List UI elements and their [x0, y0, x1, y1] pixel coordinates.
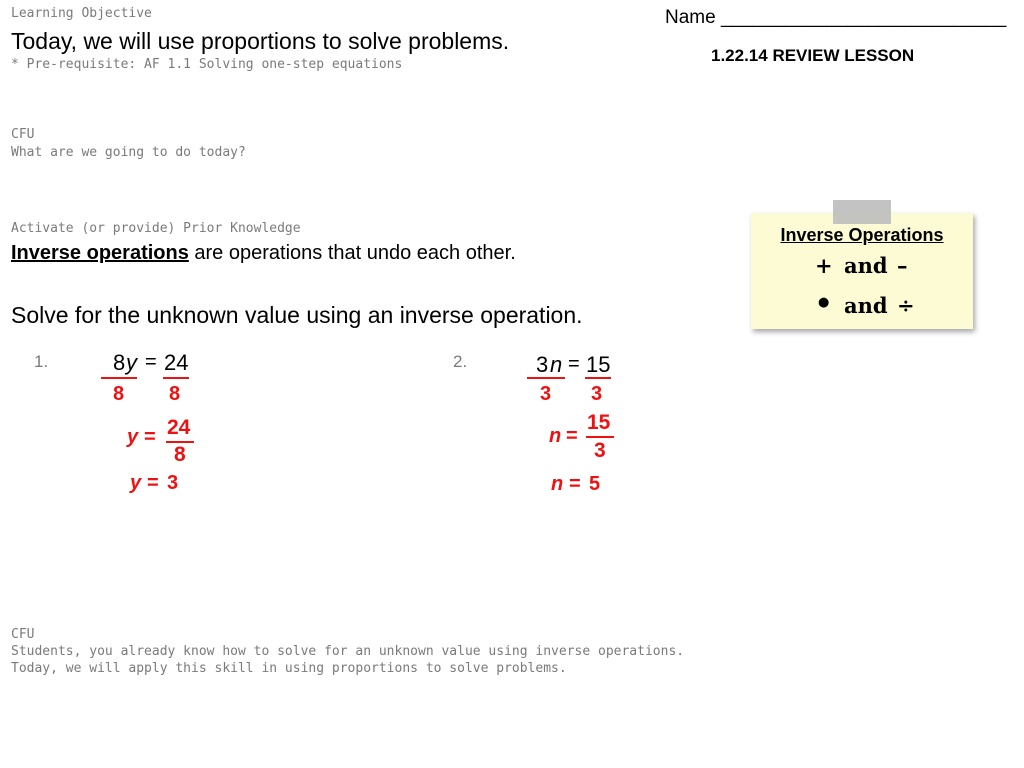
divide-symbol: ÷	[897, 293, 915, 318]
p1-step-equals: =	[144, 426, 156, 448]
p2-divisor-right: 3	[591, 383, 603, 405]
p1-variable: y	[126, 350, 137, 375]
objective-text: Today, we will use proportions to solve problems.	[11, 28, 510, 54]
p2-fraction-bar-right	[585, 377, 611, 379]
p1-fraction-bar-left	[101, 377, 137, 379]
definition-text: are operations that undo each other.	[188, 242, 516, 264]
cfu-line-2: Today, we will apply this skill in using proportions to solve problems.	[11, 661, 567, 676]
and-text: and	[844, 293, 888, 318]
p1-answer-value: 3	[167, 472, 179, 494]
cfu-label: CFU	[11, 627, 35, 642]
inverse-operations-definition	[11, 242, 516, 265]
p2-step-numerator: 15	[587, 411, 611, 434]
p1-step-variable: y	[127, 426, 139, 448]
p2-answer-value: 5	[589, 473, 601, 495]
p2-answer-equals: =	[569, 473, 581, 495]
cfu-label: CFU	[11, 127, 35, 142]
sticky-note	[751, 213, 973, 329]
inverse-operations-term: Inverse operations	[11, 242, 189, 264]
p1-equals: =	[145, 351, 157, 373]
learning-objective-label: Learning Objective	[11, 6, 152, 21]
name-field: Name ___________________________	[665, 7, 1007, 28]
p1-answer-variable: y	[130, 472, 142, 494]
p2-variable: n	[550, 352, 563, 377]
p2-coefficient: 3	[536, 352, 549, 377]
p1-answer-equals: =	[147, 472, 159, 494]
lesson-title: 1.22.14 REVIEW LESSON	[711, 46, 915, 65]
problem-2-number: 2.	[453, 352, 468, 371]
p2-step-denominator: 3	[594, 439, 606, 462]
minus-symbol: –	[897, 253, 908, 278]
multiply-dot-symbol: ●	[818, 295, 830, 310]
prerequisite-text: * Pre-requisite: AF 1.1 Solving one-step equations	[11, 57, 403, 72]
p2-step-variable: n	[549, 425, 562, 447]
and-text: and	[844, 253, 888, 278]
p1-step-numerator: 24	[167, 416, 191, 439]
prior-knowledge-label: Activate (or provide) Prior Knowledge	[11, 221, 301, 236]
p1-rhs: 24	[164, 350, 189, 375]
p1-coefficient: 8	[113, 350, 126, 375]
p1-step-denominator: 8	[174, 443, 186, 466]
p1-divisor-right: 8	[169, 383, 181, 405]
p2-step-fraction-bar	[586, 436, 614, 438]
tape-strip	[833, 200, 891, 224]
cfu-line-1: Students, you already know how to solve for an unknown value using inverse operations.	[11, 644, 685, 659]
plus-symbol: +	[815, 253, 833, 278]
p2-divisor-left: 3	[540, 383, 552, 405]
p2-rhs: 15	[586, 352, 611, 377]
note-title: Inverse Operations	[780, 225, 944, 245]
instruction-text: Solve for the unknown value using an inverse operation.	[11, 302, 583, 328]
cfu-question: What are we going to do today?	[11, 145, 246, 160]
p2-fraction-bar-left	[527, 377, 565, 379]
p1-fraction-bar-right	[163, 377, 189, 379]
problem-1-number: 1.	[34, 352, 49, 371]
p1-divisor-left: 8	[113, 383, 125, 405]
p2-answer-variable: n	[551, 473, 564, 495]
p2-step-equals: =	[566, 425, 578, 447]
p2-equals: =	[568, 353, 580, 375]
